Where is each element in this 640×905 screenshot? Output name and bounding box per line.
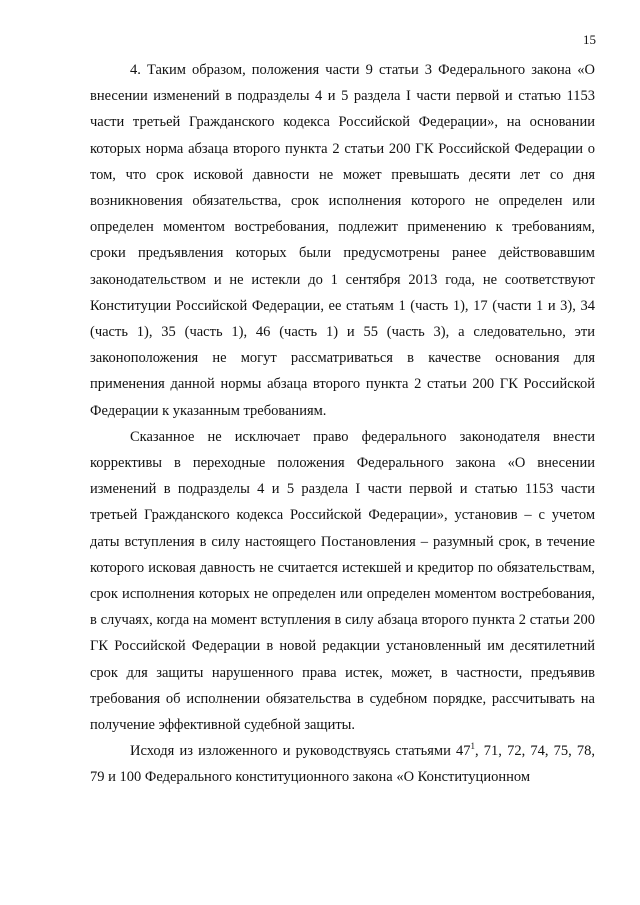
paragraph-grounds-start: Исходя из изложенного и руководствуясь статьями 47	[130, 743, 471, 760]
paragraph-grounds	[90, 738, 595, 790]
paragraph-legislator-right: Сказанное не исключает право федерального законодателя внести коррективы в переходные положения Федерального закона «О внесении изменений в подразделы 4 и 5 раздела I части первой и статью 1153 части третьей Гражданского кодекса Российской Федерации», установив – с учетом даты вступления в силу настоящего Постановления – разумный срок, в течение которого исковая давность не считается истекшей и кредитор по обязательствам, срок исполнения которых не определен или определен моментом востребования, в случаях, когда на момент вступления в силу абзаца второго пункта 2 статьи 200 ГК Российской Федерации в новой редакции установленный им десятилетний срок для защиты нарушенного права истек, может, в частности, предъявив требования об исполнении обязательства в судебном порядке, рассчитывать на получение эффективной судебной защиты.	[90, 428, 595, 734]
paragraph-conclusion: 4. Таким образом, положения части 9 статьи 3 Федерального закона «О внесении изменений в подразделы 4 и 5 раздела I части первой и статью 1153 части третьей Гражданского кодекса Российской Федерации», на основании которых норма абзаца второго пункта 2 статьи 200 ГК Российской Федерации о том, что срок исковой давности не может превышать десяти лет со дня возникновения обязательства, срок исполнения которого не определен или определен моментом востребования, подлежит применению к требованиям, сроки предъявления которых были предусмотрены ранее действовавшим законодательством и не истекли до 1 сентября 2013 года, не соответствуют Конституции Российской Федерации, ее статьям 1 (часть 1), 17 (части 1 и 3), 34 (часть 1), 35 (часть 1), 46 (часть 1) и 55 (часть 3), а следовательно, эти законоположения не могут рассматриваться в качестве основания для применения данной нормы абзаца второго пункта 2 статьи 200 ГК Российской Федерации к указанным требованиям.	[90, 62, 595, 419]
article-superscript: 1	[470, 741, 476, 752]
page-number: 15	[583, 32, 596, 47]
document-body	[90, 57, 595, 791]
paragraph-grounds-end: , 71, 72, 74, 75, 78, 79 и 100 Федерального конституционного закона «О Конституционном	[90, 743, 596, 786]
